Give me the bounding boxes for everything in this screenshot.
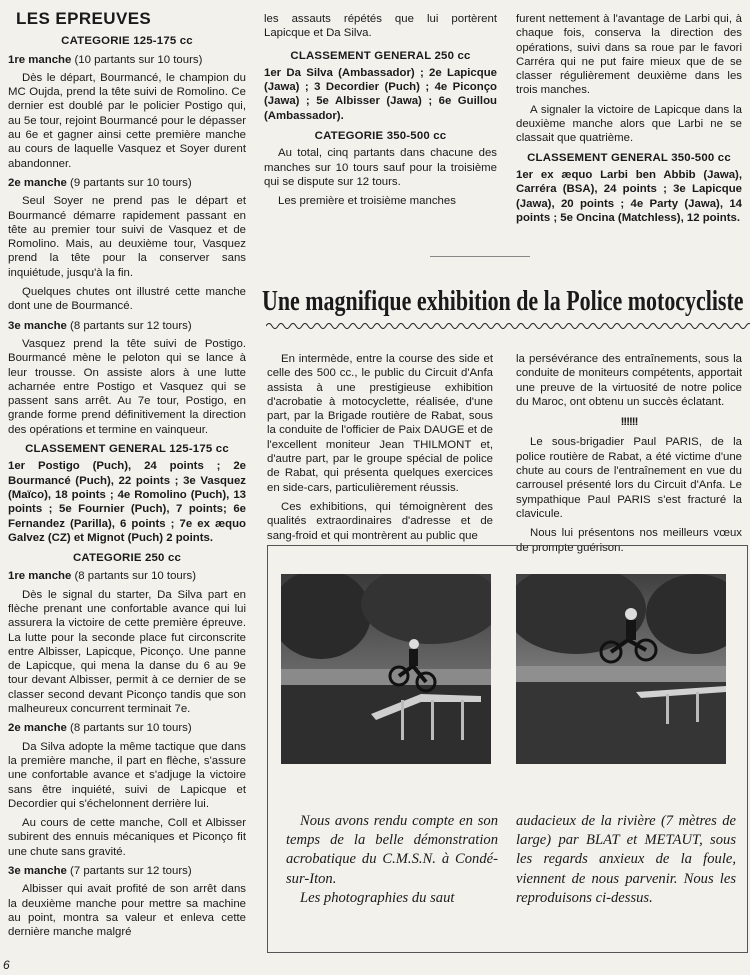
article-paragraph: Nous lui présentons nos meilleurs vœux de prompte guérison. (516, 527, 742, 554)
caption-paragraph: Les photographies du saut (300, 889, 455, 906)
category-125-title: CATEGORIE 125-175 cc (61, 35, 193, 48)
body-paragraph: Au total, cinq partants dans chacune des manches sur 10 tours sauf pour la troisième qui se dispute sur 12 tours. (264, 147, 497, 188)
middle-column (264, 12, 497, 214)
article-paragraph: la persévérance des entraînements, sous la conduite de moniteurs compétents, apportait une preuve de la virtuosité de notre police du Maroc, ont obtenu un succès éclatant. (516, 353, 742, 408)
classement-250-results: 1er Da Silva (Ambassador) ; 2e Lapicque (Jawa) ; 3 Decordier (Puch) ; 4e Piconço (Jawa) ; 5e Albisser (Jawa) ; 6e Guillou (Ambassador). (264, 66, 497, 122)
manche-heading: 1re manche (10 partants sur 10 tours) (8, 53, 203, 66)
body-paragraph: Albisser qui avait profité de son arrêt dans la deuxième manche pour mettre sa machine au point, montra sa valeur et enleva cette dernière manche malgré (8, 883, 246, 939)
body-paragraph: Quelques chutes ont illustré cette manche dont une de Bourmancé. (8, 286, 246, 313)
caption-paragraph: Nous avons rendu compte en son temps de la belle démonstration acrobatique du C.M.S.N. à Condé-sur-Iton. (286, 813, 498, 887)
classement-350-results: 1er ex æquo Larbi ben Abbib (Jawa), Carréra (BSA), 24 points ; 3e Lapicque (Jawa), 20 points ; 4e Party (Jawa), 14 points ; 5e Oncina (Matchless), 12 points. (516, 168, 742, 224)
photo-caption-left (286, 812, 498, 908)
photo-motorcycle-jump-left (281, 574, 491, 764)
divider-line (430, 256, 530, 257)
article-paragraph: En intermède, entre la course des side et celle des 500 cc., le public du Circuit d'Anfa assista à une prestigieuse exhibition d'acrobatie à motocyclette, réalisée, d'une part, par la Brigade routière de Rabat, sous la conduite de l'officier de Paix DAUGE et de l'excellent moniteur Jean THILMONT et, d'autre part, par le groupe spécial de police de Rabat, qui présenta quelques exercices en side-cars, particulièrement réussis. (267, 353, 493, 494)
body-paragraph: Les première et troisième manches (278, 195, 456, 208)
caption-paragraph: audacieux de la rivière (7 mètres de large) par BLAT et METAUT, sous les regards anxieux de la foule, viennent de nous parvenir. Nous les reproduisons ci-dessus. (516, 813, 736, 906)
manche-heading: 3e manche (7 partants sur 12 tours) (8, 865, 192, 878)
category-250-title: CATEGORIE 250 cc (72, 552, 182, 565)
article-left-column (267, 352, 493, 548)
manche-heading: 3e manche (8 partants sur 12 tours) (8, 319, 192, 332)
right-column (516, 12, 742, 231)
body-paragraph: Seul Soyer ne prend pas le départ et Bourmancé démarre rapidement passant en tête au premier tour suivi de Vasquez et de Romolino. Mais, au deuxième tour, Vasquez prend la tête pour la conserver sans inquiétude, jusqu'à la fin. (8, 195, 246, 279)
manche-heading: 2e manche (9 partants sur 10 tours) (8, 176, 192, 189)
classement-125-results: 1er Postigo (Puch), 24 points ; 2e Bourmancé (Puch), 22 points ; 3e Vasquez (Maïco), 18 points ; 4e Romolino (Puch), 13 points ; 5e Fournier (Puch), 7 points; 6e Fernandez (Parilla), 6 points ; 7e ex æquo Galvez (CZ) et Mignot (Puch) 2 points. (8, 460, 246, 544)
section-title: LES EPREUVES (16, 9, 152, 28)
photo-box (267, 545, 748, 953)
wavy-rule (266, 321, 750, 331)
classement-350-title: CLASSEMENT GENERAL 350-500 cc (527, 151, 731, 164)
article-right-column (516, 352, 742, 560)
page-number: 6 (3, 958, 10, 972)
body-paragraph: furent nettement à l'avantage de Larbi qui, à chaque fois, conserva la direction des opérations, suivi dans sa roue par le favori Carréra qui ne put faire mieux que de se classer régulièrement deuxième dans les trois manches. (516, 13, 742, 97)
classement-125-title: CLASSEMENT GENERAL 125-175 cc (25, 443, 229, 456)
body-paragraph: Da Silva adopte la même tactique que dans la première manche, il part en flèche, s'assure une confortable avance et s'adjuge la victoire sans être inquiété, suivi de Lapicque et Decordier qui s'échelonnent derrière lui. (8, 740, 246, 810)
article-paragraph: Ces exhibitions, qui témoignèrent des qualités extraordinaires d'adresse et de sang-froid et qui montrèrent au public que (267, 500, 493, 542)
photo-caption-right (516, 812, 736, 908)
left-column (8, 9, 246, 945)
article-separator: !!!!!! (620, 416, 638, 429)
classement-250-title: CLASSEMENT GENERAL 250 cc (290, 49, 471, 62)
body-paragraph: A signaler la victoire de Lapicque dans la deuxième manche alors que Larbi ne se classait que quatrième. (516, 103, 742, 145)
article-headline: Une magnifique exhibition de la Police motocycliste (262, 286, 744, 317)
body-paragraph: les assauts répétés que lui portèrent Lapicque et Da Silva. (264, 13, 497, 40)
manche-heading: 1re manche (8 partants sur 10 tours) (8, 570, 197, 583)
photo-motorcycle-jump-right (516, 574, 726, 764)
manche-heading: 2e manche (8 partants sur 10 tours) (8, 722, 192, 735)
body-paragraph: Au cours de cette manche, Coll et Albisser subirent des ennuis mécaniques et Piconço fit une chute sans gravité. (8, 817, 246, 858)
article-paragraph: Le sous-brigadier Paul PARIS, de la police routière de Rabat, a été victime d'une chute au cours de l'entraînement en vue du carrousel présenté lors du Circuit d'Anfa. Le sympathique Paul PARIS s'est fracturé la clavicule. (516, 436, 742, 520)
body-paragraph: Dès le signal du starter, Da Silva part en flèche prenant une confortable avance qui lui assurera la victoire de cette première épreuve. La lutte pour la seconde place fut circonscrite entre Albisser, Lapicque, Piconço. Une panne de Lapicque, qui mena la danse du 6 au 9e tour devant Albisser, permit à ce dernier de se classer second devant Piconço tandis que son malheureux concurrent terminait 7e. (8, 588, 246, 716)
category-350-title: CATEGORIE 350-500 cc (314, 130, 447, 143)
body-paragraph: Dès le départ, Bourmancé, le champion du MC Oujda, prend la tête suivi de Romolino. Ce dernier est doublé par le policier Postigo qui, au 5e tour, rejoint Bourmancé pour le dépasser au 6e et gagner ainsi cette première manche au cours de laquelle Vasquez et Soyer durent abandonner. (8, 71, 246, 170)
body-paragraph: Vasquez prend la tête suivi de Postigo. Bourmancé mène le peloton qui se lance à leur trousse. On assiste alors à une lutte acharnée entre Postigo et Vasquez qui se passent sans arrêt. Au 7e tour, Postigo, en grande forme prend définitivement la direction des opérations et termine en vainqueur. (8, 337, 246, 436)
